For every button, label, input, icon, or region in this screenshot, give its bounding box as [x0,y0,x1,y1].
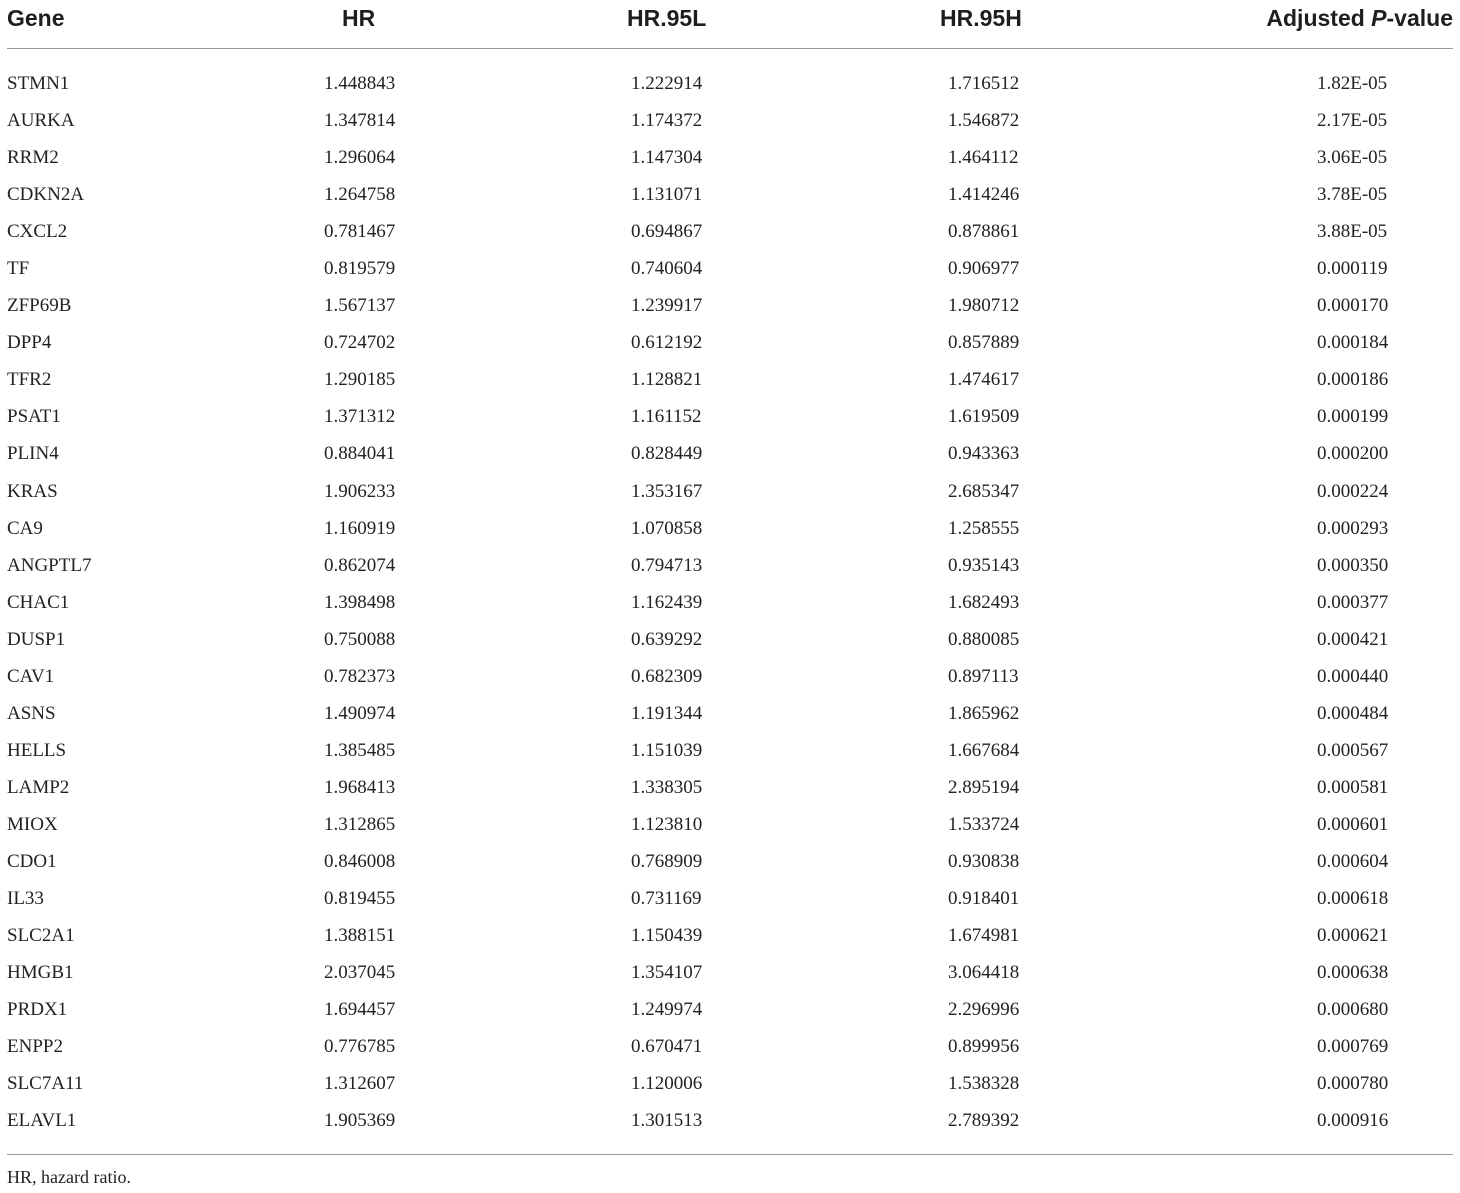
cell-hr95h: 1.716512 [948,73,1020,94]
cell-hr95h: 1.474617 [948,369,1020,391]
cell-hr95l: 0.731169 [631,888,702,910]
cell-hr95l: 1.338305 [631,776,703,798]
cell-hr95h: 1.546872 [948,110,1020,132]
cell-hr95l: 1.301513 [631,1110,703,1132]
table-row [7,65,1453,102]
table-row [7,732,1453,769]
cell-hr: 0.862074 [324,554,396,576]
header-pvalue-italic: P [1371,5,1387,31]
cell-hr95h: 1.682493 [948,591,1020,613]
cell-hr95h: 0.906977 [948,258,1020,280]
cell-adjusted-pvalue: 0.000780 [1317,1073,1389,1095]
cell-hr: 0.724702 [324,332,396,354]
cell-hr95l: 0.794713 [631,554,703,576]
table-footnote: HR, hazard ratio. [7,1167,131,1187]
cell-hr: 1.388151 [324,925,396,947]
cell-adjusted-pvalue: 0.000421 [1317,628,1389,650]
header-pvalue-suffix: -value [1386,5,1453,31]
cell-gene: AURKA [7,110,75,132]
table-body [7,65,1453,1139]
cell-hr95h: 1.667684 [948,739,1020,761]
table-row [7,176,1453,213]
cell-adjusted-pvalue: 0.000604 [1317,850,1389,872]
cell-hr95l: 1.131071 [631,184,703,206]
cell-hr95h: 0.880085 [948,628,1020,650]
cell-hr: 1.264758 [324,184,396,206]
table-row [7,658,1453,695]
cell-adjusted-pvalue: 0.000350 [1317,554,1389,576]
cell-hr95l: 0.828449 [631,443,703,465]
cell-gene: PSAT1 [7,406,61,428]
cell-adjusted-pvalue: 0.000184 [1317,332,1389,354]
cell-hr: 1.312865 [324,813,396,835]
cell-gene: DUSP1 [7,628,66,650]
cell-hr95h: 0.878861 [948,221,1020,243]
cell-hr95h: 3.064418 [948,962,1020,984]
cell-hr: 0.819579 [324,258,396,280]
cell-adjusted-pvalue: 0.000567 [1317,739,1389,761]
cell-adjusted-pvalue: 0.000200 [1317,443,1389,465]
cell-hr: 0.776785 [324,1036,396,1058]
table-row [7,547,1453,584]
cell-adjusted-pvalue: 0.000224 [1317,480,1389,502]
cell-gene: CDO1 [7,850,57,872]
cell-gene: HELLS [7,739,67,761]
cell-gene: CA9 [7,517,43,539]
cell-hr95l: 1.120006 [631,1073,703,1095]
cell-hr95l: 1.161152 [631,406,702,428]
cell-hr95h: 1.538328 [948,1073,1020,1095]
table-row [7,102,1453,139]
table-row [7,287,1453,324]
table-row [7,917,1453,954]
cell-adjusted-pvalue: 3.06E-05 [1317,147,1388,169]
cell-hr95h: 1.674981 [948,925,1020,947]
cell-hr95l: 0.670471 [631,1036,703,1058]
cell-adjusted-pvalue: 3.88E-05 [1317,221,1388,243]
cell-hr95h: 1.619509 [948,406,1020,428]
cell-hr95l: 1.222914 [631,73,703,94]
cell-hr: 0.819455 [324,888,396,910]
cell-hr95l: 0.768909 [631,850,703,872]
cell-adjusted-pvalue: 2.17E-05 [1317,110,1388,132]
header-pvalue-prefix: Adjusted [1266,5,1372,31]
table-row [7,991,1453,1028]
cell-hr95l: 1.162439 [631,591,703,613]
cell-hr95h: 0.857889 [948,332,1020,354]
table-row [7,621,1453,658]
cell-hr95l: 1.174372 [631,110,703,132]
cell-hr95h: 0.897113 [948,665,1019,687]
cell-adjusted-pvalue: 0.000119 [1317,258,1388,280]
cell-gene: ELAVL1 [7,1110,77,1132]
table-row [7,510,1453,547]
cell-hr95h: 1.258555 [948,517,1020,539]
cell-adjusted-pvalue: 0.000440 [1317,665,1389,687]
cell-hr: 1.694457 [324,999,396,1021]
cell-hr: 0.750088 [324,628,396,650]
cell-gene: HMGB1 [7,962,74,984]
cell-hr: 1.448843 [324,73,396,94]
cell-adjusted-pvalue: 1.82E-05 [1317,73,1388,94]
table-row [7,843,1453,880]
cell-hr: 0.884041 [324,443,396,465]
cell-gene: ENPP2 [7,1036,63,1058]
cell-hr95h: 0.918401 [948,888,1020,910]
table-row [7,398,1453,435]
cell-gene: SLC7A11 [7,1073,84,1095]
cell-hr95l: 1.239917 [631,295,703,317]
table-header [7,0,1453,49]
header-adjusted-pvalue [1266,4,1453,32]
cell-adjusted-pvalue: 0.000638 [1317,962,1389,984]
cell-hr95l: 1.249974 [631,999,703,1021]
table-row [7,880,1453,917]
cell-hr95h: 2.789392 [948,1110,1020,1132]
cell-hr95l: 1.128821 [631,369,703,391]
table-row [7,1028,1453,1065]
table-row [7,584,1453,621]
results-table [7,0,1453,1132]
table-row [7,954,1453,991]
cell-hr95h: 1.414246 [948,184,1020,206]
header-hr95l: HR.95L [627,5,707,31]
cell-hr: 1.312607 [324,1073,396,1095]
cell-gene: RRM2 [7,147,59,169]
cell-hr95l: 0.694867 [631,221,703,243]
table-row [7,1102,1453,1139]
cell-adjusted-pvalue: 0.000769 [1317,1036,1389,1058]
cell-hr95l: 0.682309 [631,665,703,687]
cell-hr95l: 1.353167 [631,480,703,502]
cell-gene: IL33 [7,888,44,910]
cell-hr: 1.490974 [324,702,396,724]
cell-hr: 0.781467 [324,221,396,243]
cell-gene: DPP4 [7,332,52,354]
cell-hr95h: 2.895194 [948,776,1020,798]
cell-hr: 1.290185 [324,369,396,391]
cell-gene: TFR2 [7,369,52,391]
cell-hr95l: 1.150439 [631,925,703,947]
cell-gene: PLIN4 [7,443,59,465]
cell-hr95h: 0.935143 [948,554,1020,576]
table-row [7,806,1453,843]
cell-hr: 1.347814 [324,110,396,132]
table-row [7,473,1453,510]
cell-hr95l: 0.639292 [631,628,703,650]
cell-gene: CXCL2 [7,221,68,243]
cell-gene: CDKN2A [7,184,85,206]
cell-hr: 1.160919 [324,517,396,539]
table-row [7,695,1453,732]
cell-adjusted-pvalue: 0.000621 [1317,925,1389,947]
header-gene: Gene [7,5,65,31]
cell-hr95h: 1.464112 [948,147,1019,169]
cell-adjusted-pvalue: 3.78E-05 [1317,184,1388,206]
cell-hr95h: 2.296996 [948,999,1020,1021]
cell-hr95l: 1.147304 [631,147,703,169]
table-row [7,324,1453,361]
cell-hr: 1.906233 [324,480,396,502]
cell-gene: ZFP69B [7,295,72,317]
cell-gene: KRAS [7,480,58,502]
cell-hr: 1.371312 [324,406,396,428]
cell-hr: 0.782373 [324,665,396,687]
cell-hr95h: 0.899956 [948,1036,1020,1058]
cell-hr95l: 1.123810 [631,813,703,835]
cell-hr95h: 1.533724 [948,813,1020,835]
cell-adjusted-pvalue: 0.000581 [1317,776,1389,798]
cell-gene: LAMP2 [7,776,70,798]
cell-gene: ASNS [7,702,56,724]
header-hr: HR [342,5,376,31]
cell-hr95h: 1.980712 [948,295,1020,317]
table-row [7,250,1453,287]
cell-adjusted-pvalue: 0.000601 [1317,813,1389,835]
cell-hr: 1.567137 [324,295,396,317]
cell-hr95h: 0.943363 [948,443,1020,465]
cell-hr: 1.968413 [324,776,396,798]
cell-adjusted-pvalue: 0.000618 [1317,888,1389,910]
cell-hr: 1.905369 [324,1110,396,1132]
cell-adjusted-pvalue: 0.000680 [1317,999,1389,1021]
cell-adjusted-pvalue: 0.000186 [1317,369,1389,391]
cell-hr95h: 1.865962 [948,702,1020,724]
cell-hr: 2.037045 [324,962,396,984]
table-row [7,213,1453,250]
cell-hr95l: 1.070858 [631,517,703,539]
cell-hr95h: 2.685347 [948,480,1020,502]
cell-hr: 1.385485 [324,739,396,761]
cell-adjusted-pvalue: 0.000170 [1317,295,1389,317]
cell-adjusted-pvalue: 0.000484 [1317,702,1389,724]
cell-hr: 1.296064 [324,147,396,169]
table-bottom-rule [7,1154,1453,1155]
table-row [7,769,1453,806]
cell-gene: CAV1 [7,665,55,687]
cell-hr95l: 1.151039 [631,739,703,761]
table-row [7,1065,1453,1102]
cell-hr95l: 1.191344 [631,702,703,724]
cell-gene: SLC2A1 [7,925,75,947]
header-hr95h: HR.95H [940,5,1022,31]
cell-gene: TF [7,258,30,280]
cell-hr95l: 0.740604 [631,258,703,280]
cell-hr95l: 1.354107 [631,962,703,984]
cell-hr95h: 0.930838 [948,850,1020,872]
cell-adjusted-pvalue: 0.000377 [1317,591,1389,613]
cell-gene: CHAC1 [7,591,70,613]
table-row [7,435,1453,472]
cell-gene: ANGPTL7 [7,554,92,576]
table-row [7,361,1453,398]
cell-gene: MIOX [7,813,58,835]
cell-adjusted-pvalue: 0.000199 [1317,406,1389,428]
cell-hr95l: 0.612192 [631,332,703,354]
table-row [7,139,1453,176]
cell-hr: 0.846008 [324,850,396,872]
cell-gene: STMN1 [7,73,70,94]
cell-hr: 1.398498 [324,591,396,613]
cell-gene: PRDX1 [7,999,68,1021]
cell-adjusted-pvalue: 0.000293 [1317,517,1389,539]
cell-adjusted-pvalue: 0.000916 [1317,1110,1389,1132]
